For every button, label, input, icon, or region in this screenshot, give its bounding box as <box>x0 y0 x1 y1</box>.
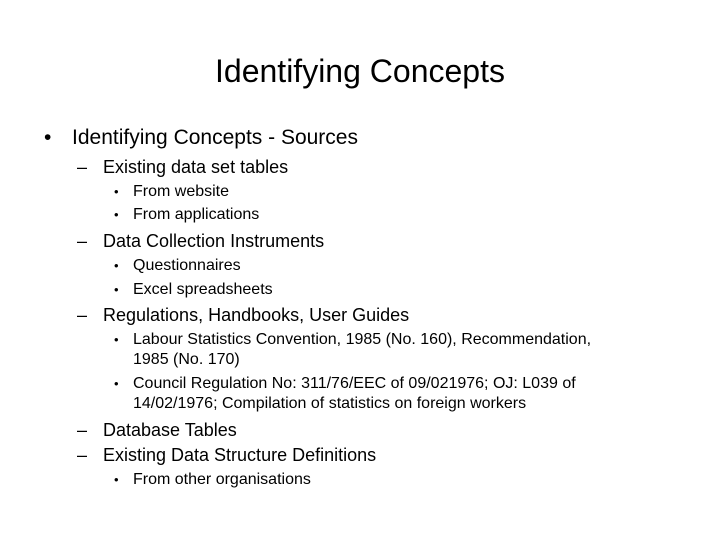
list-item-level3 <box>114 205 260 225</box>
bullet-dash: – <box>77 445 88 465</box>
list-item-level3 <box>114 330 592 350</box>
list-item-level3 <box>114 256 241 276</box>
bullet-dot: • <box>114 207 119 222</box>
bullet-dash: – <box>77 420 88 440</box>
list-item-level3 <box>114 470 311 490</box>
list-item-level2 <box>77 443 377 467</box>
list-item-text: Identifying Concepts - Sources <box>72 126 358 149</box>
list-item-text: 14/02/1976; Compilation of statistics on foreign workers <box>133 395 527 412</box>
list-item-level2 <box>77 303 410 327</box>
list-item-level3 <box>114 182 230 202</box>
bullet-dot: • <box>114 472 119 487</box>
list-item-text: Regulations, Handbooks, User Guides <box>103 305 410 325</box>
bullet-dash: – <box>77 305 88 325</box>
list-item-text: Data Collection Instruments <box>103 231 325 251</box>
list-item-level1 <box>44 125 358 151</box>
list-item-text: From website <box>133 183 230 200</box>
list-item-continuation <box>133 350 240 370</box>
list-item-text: Questionnaires <box>133 257 241 274</box>
bullet-dot: • <box>44 126 52 149</box>
list-item-text: Labour Statistics Convention, 1985 (No. 160), Recommendation, <box>133 331 592 348</box>
bullet-dot: • <box>114 184 119 199</box>
list-item-text: 1985 (No. 170) <box>133 351 240 368</box>
list-item-text: From applications <box>133 206 260 223</box>
slide-title: Identifying Concepts <box>215 53 505 89</box>
list-item-continuation <box>133 394 526 414</box>
bullet-dot: • <box>114 258 119 273</box>
list-item-text: Council Regulation No: 311/76/EEC of 09/021976; OJ: L039 of <box>133 375 576 392</box>
list-item-text: Existing Data Structure Definitions <box>103 445 377 465</box>
list-item-level2 <box>77 418 237 442</box>
list-item-text: Database Tables <box>103 420 237 440</box>
list-item-level2 <box>77 229 325 253</box>
bullet-dash: – <box>77 231 88 251</box>
list-item-level3 <box>114 374 576 394</box>
bullet-dot: • <box>114 332 119 347</box>
bullet-dot: • <box>114 282 119 297</box>
list-item-text: From other organisations <box>133 471 311 488</box>
list-item-level3 <box>114 280 273 300</box>
bullet-dot: • <box>114 376 119 391</box>
list-item-text: Existing data set tables <box>103 157 289 177</box>
bullet-dash: – <box>77 157 88 177</box>
list-item-text: Excel spreadsheets <box>133 281 273 298</box>
list-item-level2 <box>77 155 289 179</box>
